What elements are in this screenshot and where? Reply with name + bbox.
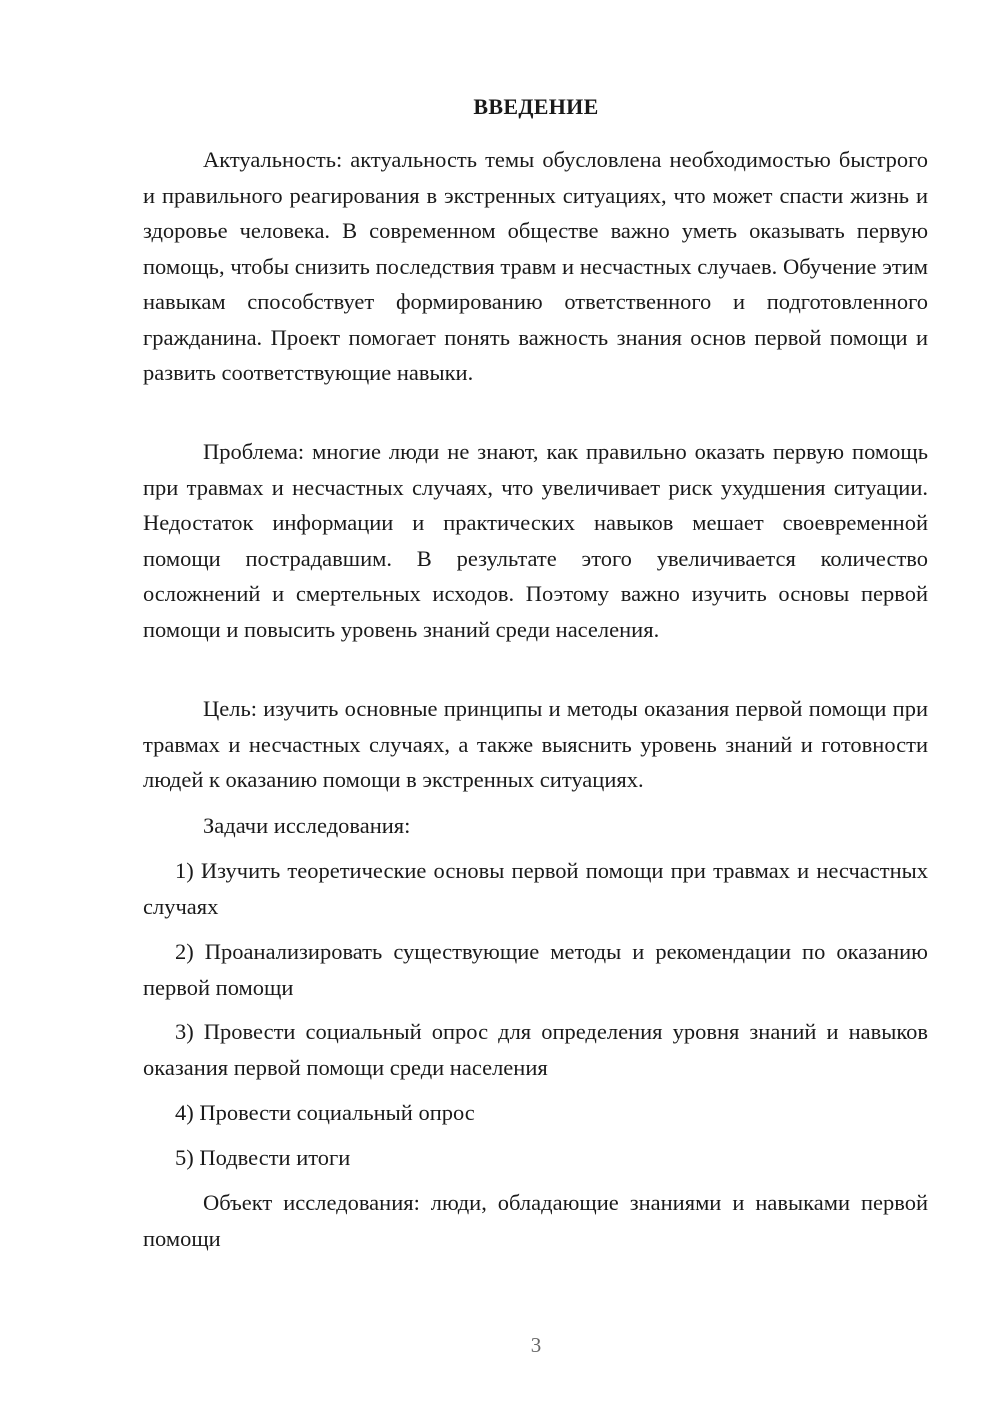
task-item-5: 5) Подвести итоги <box>175 1145 351 1170</box>
object-paragraph: Объект исследования: люди, обладающие знаниями и навыками первой помощи <box>143 1190 928 1251</box>
task-item-4: 4) Провести социальный опрос <box>175 1100 475 1125</box>
goal-paragraph: Цель: изучить основные принципы и методы оказания первой помощи при травмах и несчастных случаях, а также выяснить уровень знаний и готовности людей к оказанию помощи в экстренных ситуациях. <box>143 696 928 792</box>
problem-paragraph: Проблема: многие люди не знают, как правильно оказать первую помощь при травмах и несчастных случаях, что увеличивает риск ухудшения ситуации. Недостаток информации и практических навыков мешает своевременной помощи пострадавшим. В результате этого увеличивается количество осложнений и смертельных исходов. Поэтому важно изучить основы первой помощи и повысить уровень знаний среди населения. <box>143 439 928 642</box>
tasks-heading: Задачи исследования: <box>203 813 411 838</box>
task-item-2: 2) Проанализировать существующие методы и рекомендации по оказанию первой помощи <box>143 939 928 1000</box>
task-item-3: 3) Провести социальный опрос для определения уровня знаний и навыков оказания первой помощи среди населения <box>143 1019 928 1080</box>
relevance-paragraph: Актуальность: актуальность темы обусловлена необходимостью быстрого и правильного реагирования в экстренных ситуациях, что может спасти жизнь и здоровье человека. В современном обществе важно уметь оказывать первую помощь, чтобы снизить последствия травм и несчастных случаев. Обучение этим навыкам способствует формированию ответственного и подготовленного гражданина. Проект помогает понять важность знания основ первой помощи и развить соответствующие навыки. <box>143 147 928 385</box>
section-title: ВВЕДЕНИЕ <box>473 94 599 119</box>
task-item-1: 1) Изучить теоретические основы первой помощи при травмах и несчастных случаях <box>143 858 928 919</box>
page-number: 3 <box>530 1333 542 1357</box>
